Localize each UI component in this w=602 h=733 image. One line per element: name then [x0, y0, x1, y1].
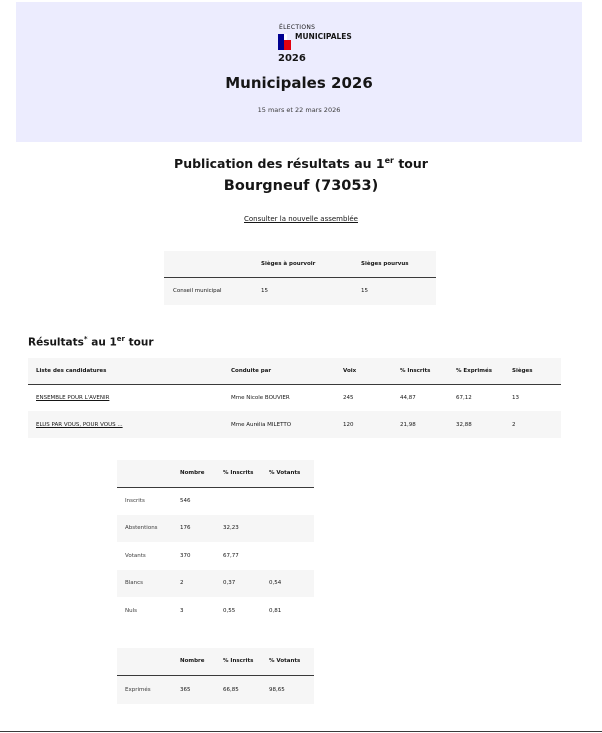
table-header-row: [164, 251, 436, 277]
column-header: Voix: [343, 367, 357, 374]
candidate-list-link[interactable]: ENSEMBLE POUR L'AVENIR: [36, 394, 110, 401]
table-cell: 176: [180, 525, 191, 532]
table-row: [117, 487, 314, 515]
table-row: [28, 411, 561, 438]
header-banner: [16, 2, 582, 142]
column-header: [117, 648, 180, 675]
column-header: Nombre: [180, 470, 205, 477]
table-cell: 66,85: [223, 686, 239, 693]
table-cell: 245: [343, 394, 354, 401]
table-cell: 21,98: [400, 421, 416, 428]
table-cell: 44,87: [400, 394, 416, 401]
expressed-votes-table: [117, 648, 314, 704]
table-cell: 2: [512, 421, 516, 428]
table-cell: 0,81: [269, 607, 282, 614]
table-cell: 0,54: [269, 580, 282, 587]
column-header: % Inscrits: [400, 367, 431, 374]
table-cell: [269, 542, 314, 570]
elections-logo: [278, 24, 368, 66]
candidate-list-link[interactable]: ELUS PAR VOUS, POUR VOUS ...: [36, 421, 123, 428]
table-cell: 546: [180, 498, 191, 504]
table-cell: Abstentions: [125, 525, 158, 532]
participation-table: [117, 460, 314, 625]
table-row: [28, 384, 561, 411]
table-header-row: [28, 358, 561, 384]
publication-title: Publication des résultats au 1er tour: [174, 156, 428, 172]
column-header: [164, 251, 261, 277]
table-header-row: [117, 648, 314, 675]
french-flag-icon: [278, 34, 291, 50]
table-row: [117, 675, 314, 704]
table-cell: Nuls: [125, 607, 137, 614]
results-title: Résultats* au 1er tour: [28, 335, 154, 349]
page-title: Municipales 2026: [225, 74, 373, 92]
table-cell: Conseil municipal: [173, 288, 222, 295]
table-cell: Mme Aurélia MILETTO: [231, 421, 292, 428]
table-cell: 67,77: [223, 552, 239, 559]
assembly-link[interactable]: Consulter la nouvelle assemblée: [244, 215, 358, 223]
table-cell: Mme Nicole BOUVIER: [231, 394, 290, 401]
election-dates: 15 mars et 22 mars 2026: [257, 106, 341, 114]
table-row: [117, 570, 314, 598]
table-cell: 13: [512, 394, 519, 401]
column-header: Conduite par: [231, 367, 272, 374]
table-cell: [28, 384, 231, 411]
column-header: Liste des candidatures: [36, 367, 107, 374]
table-cell: Votants: [125, 552, 146, 559]
table-cell: 2: [180, 580, 184, 587]
table-cell: Exprimés: [125, 686, 151, 693]
table-row: [164, 277, 436, 305]
table-cell: 365: [180, 686, 191, 693]
column-header: [117, 460, 180, 487]
logo-line2: MUNICIPALES: [295, 32, 352, 41]
column-header: % Exprimés: [456, 367, 492, 374]
column-header: % Votants: [269, 658, 301, 665]
table-row: [117, 542, 314, 570]
assembly-link-row: [0, 215, 602, 223]
logo-year: 2026: [278, 53, 306, 64]
results-table: [28, 358, 561, 438]
footer-divider: [0, 731, 602, 732]
table-cell: [28, 411, 231, 438]
column-header: % Inscrits: [223, 470, 254, 477]
table-cell: 98,65: [269, 686, 285, 693]
table-cell: 370: [180, 552, 191, 559]
seats-table: [164, 251, 436, 305]
table-cell: 0,55: [223, 607, 236, 614]
table-cell: 0,37: [223, 580, 236, 587]
column-header: Sièges: [512, 367, 533, 374]
logo-line1: ÉLECTIONS: [279, 24, 316, 31]
table-cell: 67,12: [456, 394, 472, 401]
table-cell: Inscrits: [125, 498, 145, 504]
column-header: Sièges pourvus: [361, 260, 409, 267]
table-cell: 32,88: [456, 421, 472, 428]
table-row: [117, 597, 314, 625]
table-cell: [269, 515, 314, 543]
table-cell: 15: [261, 288, 268, 295]
column-header: Sièges à pourvoir: [261, 260, 316, 267]
table-row: [117, 515, 314, 543]
table-cell: Blancs: [125, 580, 144, 587]
table-header-row: [117, 460, 314, 487]
table-cell: 32,23: [223, 525, 239, 532]
table-cell: 3: [180, 607, 184, 614]
table-cell: 120: [343, 421, 354, 428]
commune-name: Bourgneuf (73053): [223, 178, 379, 194]
column-header: Nombre: [180, 658, 205, 665]
column-header: % Votants: [269, 470, 301, 477]
column-header: % Inscrits: [223, 658, 254, 665]
table-cell: 15: [361, 288, 368, 295]
table-cell: [269, 487, 314, 515]
table-cell: [223, 487, 269, 515]
